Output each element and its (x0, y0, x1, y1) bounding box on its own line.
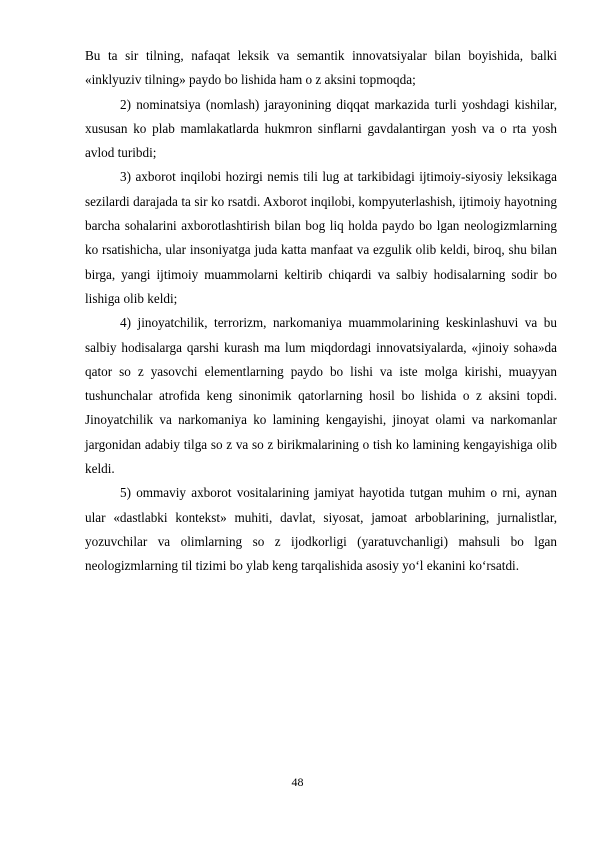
paragraph-item-4: 4) jinoyatchilik, terrorizm, narkomaniya muammolarining keskinlashuvi va bu salbiy hodisalarga qarshi kurash ma lum miqdordagi innovatsiyalarda, «jinoiy soha»da qator so z yasovchi elementlarning paydo bo lishi va iste molga kirishi, muayyan tushunchalar atrofida keng sinonimik qatorlarning hosil bo lishida o z aksini topdi. Jinoyatchilik va narkomaniya ko lamining kengayishi, jinoyat olami va narkomanlar jargonidan adabiy tilga so z va so z birikmalarining o tish ko lamining kengayishiga olib keldi. (85, 315, 557, 477)
paragraph-item-3: 3) axborot inqilobi hozirgi nemis tili lug at tarkibidagi ijtimoiy-siyosiy leksikaga sezilardi darajada ta sir ko rsatdi. Axborot inqilobi, kompyuterlashish, ijtimoiy hayotning barcha sohalarini axborotlashtirish bilan bog liq holda paydo bo lgan neologizmlarning ko rsatishicha, ular insoniyatga juda katta manfaat va ezgulik olib keldi, biroq, shu bilan birga, yangi ijtimoiy muammolarni keltirib chiqardi va salbiy hodisalarning sodir bo lishiga olib keldi; (85, 169, 557, 306)
page-number: 48 (291, 775, 304, 789)
paragraph-item-2: 2) nominatsiya (nomlash) jarayonining diqqat markazida turli yoshdagi kishilar, xususan ko plab mamlakatlarda hukmron sinflarni gavdalantirgan yosh va o rta yosh avlod turibdi; (85, 96, 557, 161)
paragraph-item-5: 5) ommaviy axborot vositalarining jamiyat hayotida tutgan muhim o rni, aynan ular «dastlabki kontekst» muhiti, davlat, siyosat, jamoat arboblarining, jurnalistlar, yozuvchilar va olimlarning so z ijodkorligi (yaratuvchanligi) mahsuli bo lgan neologizmlarning til tizimi bo ylab keng tarqalishida asosiy yo‘l ekanini ko‘rsatdi. (85, 485, 557, 574)
body-text (85, 44, 557, 579)
paragraph-continuation: Bu ta sir tilning, nafaqat leksik va semantik innovatsiyalar bilan boyishida, balki «inklyuziv tilning» paydo bo lishida ham o z aksini topmoqda; (85, 48, 557, 88)
